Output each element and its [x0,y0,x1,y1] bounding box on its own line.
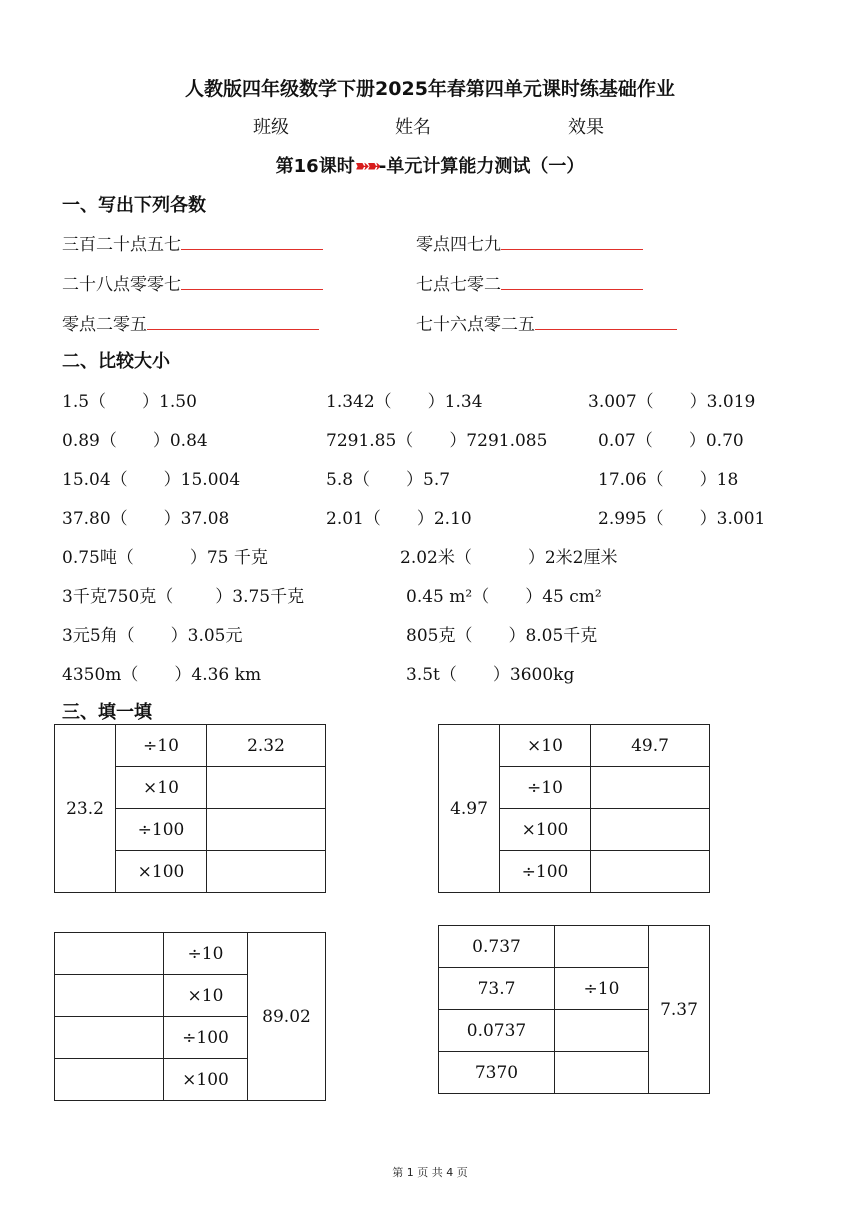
compare-right: ）0.70 [688,431,744,451]
compare-left: 1.342（ [326,392,392,412]
operation-cell: ÷10 [164,933,248,975]
answer-blank[interactable] [181,271,323,290]
compare-right: ）0.84 [152,431,208,451]
compare-right: ）75 千克 [189,548,268,568]
input-cell[interactable] [55,1059,164,1101]
compare-left: 0.07（ [598,431,653,451]
answer-blank[interactable] [535,311,677,330]
fill-table-1 [54,724,326,893]
operation-cell: ÷10 [116,725,207,767]
operation-cell[interactable] [555,926,649,968]
result-cell[interactable] [591,767,710,809]
source-number: 4.97 [439,725,500,893]
compare-right: ）7291.085 [449,431,548,451]
result-cell[interactable] [591,851,710,893]
lesson-title [0,152,860,178]
compare-item [326,465,450,490]
write-number-item: 零点二零五 [62,310,319,335]
compare-right: ）45 cm² [525,587,602,607]
compare-item [588,387,755,412]
target-number: 7.37 [649,926,710,1094]
lesson-prefix: 第16课时 [275,156,355,177]
compare-item [62,660,261,685]
result-cell[interactable] [207,809,326,851]
compare-left: 2.995（ [598,509,664,529]
compare-item [62,543,268,568]
operation-cell: ×10 [164,975,248,1017]
compare-left: 37.80（ [62,509,128,529]
fill-table-2 [438,724,710,893]
input-cell[interactable] [55,933,164,975]
write-number-item: 三百二十点五七 [62,230,323,255]
input-cell: 0.737 [439,926,555,968]
double-arrow-icon: ➽➽ [354,156,379,177]
result-cell[interactable] [207,851,326,893]
compare-left: 0.45 m²（ [406,587,490,607]
compare-item [326,504,472,529]
answer-blank[interactable] [501,271,643,290]
compare-item [62,504,229,529]
operation-cell[interactable] [555,1052,649,1094]
input-cell: 7370 [439,1052,555,1094]
compare-right: ）3.75千克 [215,587,305,607]
compare-left: 7291.85（ [326,431,414,451]
compare-item [62,426,208,451]
compare-item [62,465,240,490]
name-field-label: 姓名 [395,117,431,138]
fill-table-3 [54,932,326,1101]
page-title: 人教版四年级数学下册2025年春第四单元课时练基础作业 [185,78,675,100]
compare-item [598,504,765,529]
compare-item [326,426,547,451]
section3-heading: 三、填一填 [62,702,152,723]
write-number-item: 二十八点零零七 [62,270,323,295]
compare-right: ）5.7 [406,470,451,490]
compare-item [62,621,243,646]
compare-right: ）2.10 [416,509,472,529]
compare-item [62,582,304,607]
compare-right: ）18 [699,470,739,490]
compare-right: ）1.50 [142,392,197,412]
compare-right: ）3.001 [699,509,766,529]
operation-cell: ÷10 [555,968,649,1010]
result-cell[interactable]: 2.32 [207,725,326,767]
compare-left: 3千克750克（ [62,587,174,607]
compare-right: ）2米2厘米 [527,548,618,568]
compare-right: ）3600kg [492,665,575,685]
compare-left: 4350m（ [62,665,139,685]
operation-cell: ×100 [164,1059,248,1101]
target-number: 89.02 [248,933,326,1101]
source-number: 23.2 [55,725,116,893]
section2-heading: 二、比较大小 [62,351,170,372]
compare-item [406,660,574,685]
compare-item [406,582,602,607]
input-cell[interactable] [55,975,164,1017]
answer-blank[interactable] [501,231,643,250]
result-field-label: 效果 [568,117,604,138]
compare-right: ）15.004 [163,470,241,490]
result-cell[interactable] [207,767,326,809]
compare-left: 2.02米（ [400,548,472,568]
compare-left: 3元5角（ [62,626,135,646]
operation-cell: ÷100 [116,809,207,851]
write-number-item: 零点四七九 [416,230,643,255]
operation-cell: ×10 [116,767,207,809]
compare-left: 3.007（ [588,392,654,412]
input-cell[interactable] [55,1017,164,1059]
operation-cell[interactable] [555,1010,649,1052]
answer-blank[interactable] [181,231,323,250]
compare-left: 15.04（ [62,470,128,490]
compare-right: ）4.36 km [174,665,262,685]
page-footer: 第 1 页 共 4 页 [392,1166,468,1179]
compare-right: ）37.08 [163,509,230,529]
input-cell: 0.0737 [439,1010,555,1052]
compare-item [406,621,597,646]
compare-left: 0.89（ [62,431,117,451]
compare-left: 805克（ [406,626,473,646]
compare-left: 0.75吨（ [62,548,134,568]
operation-cell: ×10 [500,725,591,767]
write-number-item: 七点七零二 [416,270,643,295]
compare-left: 17.06（ [598,470,664,490]
compare-item [598,426,744,451]
compare-right: ）8.05千克 [508,626,598,646]
compare-right: ）3.05元 [170,626,243,646]
result-cell[interactable] [591,809,710,851]
result-cell[interactable]: 49.7 [591,725,710,767]
answer-blank[interactable] [147,311,319,330]
operation-cell: ×100 [500,809,591,851]
compare-right: ）3.019 [689,392,756,412]
class-field-label: 班级 [253,117,289,138]
compare-left: 3.5t（ [406,665,457,685]
lesson-suffix: -单元计算能力测试（一） [378,156,585,177]
compare-item [400,543,618,568]
input-cell: 73.7 [439,968,555,1010]
operation-cell: ÷100 [164,1017,248,1059]
compare-left: 5.8（ [326,470,371,490]
compare-right: ）1.34 [427,392,483,412]
operation-cell: ÷10 [500,767,591,809]
compare-item [326,387,483,412]
fill-table-4 [438,925,710,1094]
compare-left: 2.01（ [326,509,381,529]
section1-heading: 一、写出下列各数 [62,195,206,216]
compare-left: 1.5（ [62,392,107,412]
write-number-item: 七十六点零二五 [416,310,677,335]
operation-cell: ×100 [116,851,207,893]
compare-item [62,387,197,412]
compare-item [598,465,738,490]
operation-cell: ÷100 [500,851,591,893]
